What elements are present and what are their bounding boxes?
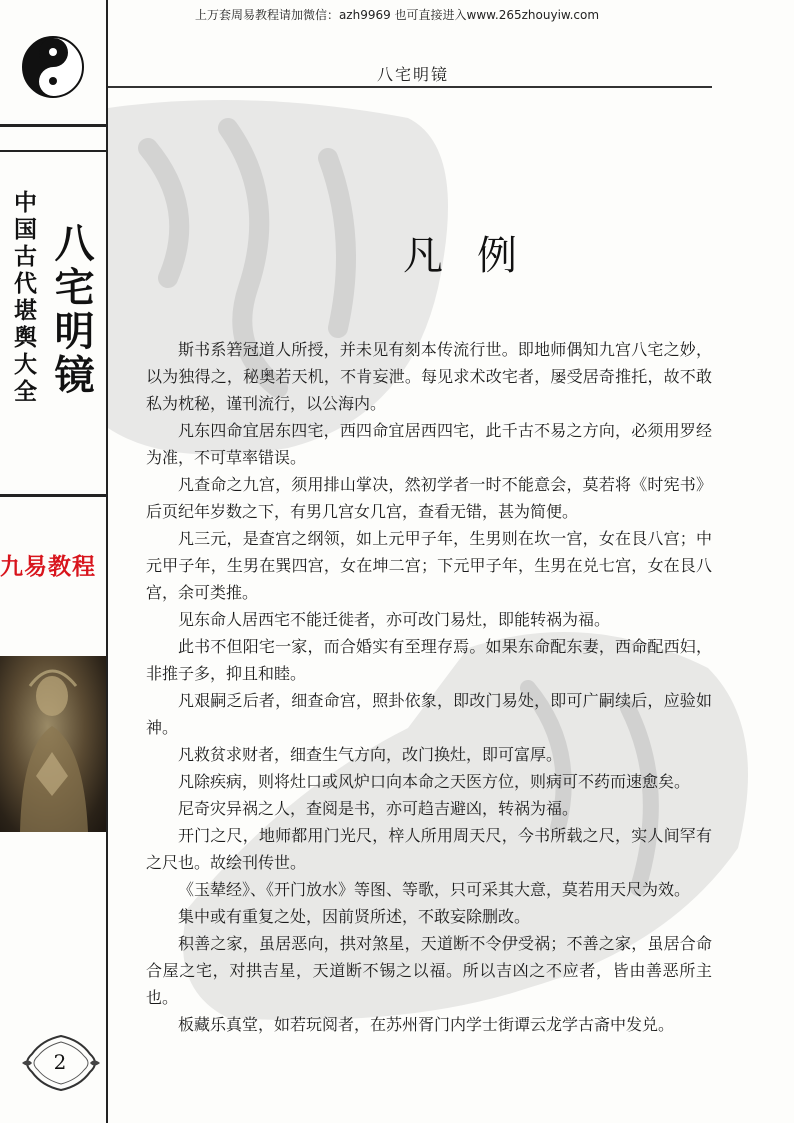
paragraph: 板藏乐真堂，如若玩阅者，在苏州胥门内学士街谭云龙学古斋中发兑。 — [178, 1015, 675, 1034]
sidebar-rule-upper — [0, 150, 106, 152]
watermark-label: 九易教程 — [0, 554, 96, 580]
paragraph: 凡三元，是查宫之纲领，如上元甲子年，生男则在坎一宫，女在艮八宫；中元甲子年，生男在巽四宫，女在坤二宫；下元甲子年，生男在兑七宫，女在艮八宫，余可类推。 — [146, 529, 712, 602]
sidebar-divider — [106, 0, 108, 1123]
running-header: 八宅明镜 — [376, 65, 449, 84]
paragraph: 此书不但阳宅一家，而合婚实有至理存焉。如果东命配东妻，西命配西妇，非推子多，抑且和睦。 — [146, 637, 712, 683]
paragraph: 凡除疾病，则将灶口或风炉口向本命之天医方位，则病可不药而速愈矣。 — [178, 772, 691, 791]
sidebar — [0, 0, 108, 1123]
paragraph: 凡艰嗣乏后者，细查命宫，照卦依象，即改门易处，即可广嗣续后，应验如神。 — [146, 691, 712, 737]
paragraph: 《玉辇经》、《开门放水》等图、等歌，只可采其大意，莫若用天尺为效。 — [178, 880, 691, 899]
paragraph: 开门之尺，地师都用门光尺，梓人所用周天尺，今书所载之尺，实人间罕有之尺也。故绘刊传世。 — [146, 826, 712, 872]
book-title-vertical: 八宅明镜 — [48, 222, 95, 398]
header-rule — [108, 86, 712, 88]
page-number: 2 — [53, 1050, 67, 1074]
paragraph: 斯书系箬冠道人所授，并未见有刻本传流行世。即地师偶知九宫八宅之妙，以为独得之，秘奥若天机，不肯妄泄。每见求术改宅者，屡受居奇推托，故不敢私为枕秘，谨刊流行，以公海内。 — [146, 340, 712, 413]
paragraph: 凡救贫求财者，细查生气方向，改门换灶，即可富厚。 — [178, 745, 563, 764]
paragraph: 见东命人居西宅不能迁徙者，亦可改门易灶，即能转祸为福。 — [178, 610, 611, 629]
section-title: 凡例 — [403, 233, 551, 279]
buddha-statue-image — [0, 656, 106, 832]
paragraph: 凡东四命宜居东四宅，西四命宜居西四宅，此千古不易之方向，必须用罗经为准，不可草率错误。 — [146, 421, 712, 467]
top-banner: 上万套周易教程请加微信：azh9969 也可直接进入www.265zhouyiw.com — [194, 8, 600, 22]
taiji-icon — [22, 36, 84, 98]
paragraph: 积善之家，虽居恶向，拱对煞星，天道断不令伊受祸；不善之家，虽居合命合屋之宅，对拱吉星，天道断不锡之以福。所以吉凶之不应者，皆由善恶所主也。 — [146, 934, 712, 1007]
paragraph: 凡查命之九宫，须用排山掌决，然初学者一时不能意会，莫若将《时宪书》后页纪年岁数之下，有男几宫女几宫，查看无错，甚为简便。 — [146, 475, 712, 521]
sidebar-rule-top — [0, 124, 106, 127]
sidebar-rule-lower — [0, 494, 106, 497]
series-title: 中国古代堪舆大全 — [10, 190, 37, 406]
paragraph: 集中或有重复之处，因前贤所述，不敢妄除删改。 — [178, 907, 531, 926]
paragraph: 尼奇灾异祸之人，查阅是书，亦可趋吉避凶，转祸为福。 — [178, 799, 579, 818]
body-text — [146, 336, 712, 1038]
